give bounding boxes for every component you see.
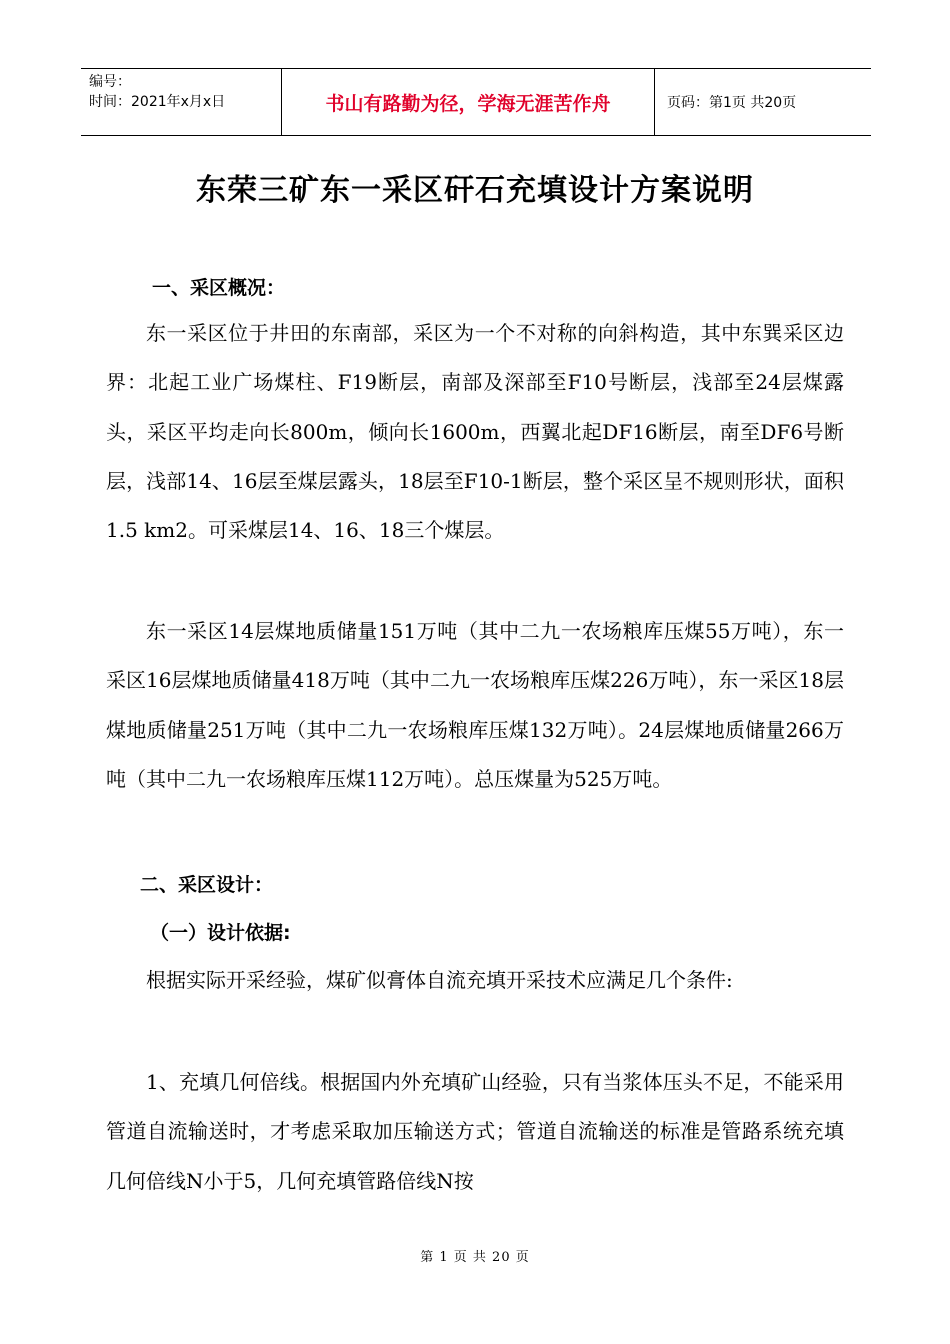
document-date: 时间：2021年x月x日 — [89, 94, 226, 110]
paragraph-overview: 东一采区位于井田的东南部，采区为一个不对称的向斜构造，其中东巽采区边界：北起工业广场煤柱、F19断层，南部及深部至F10号断层，浅部至24层煤露头，采区平均走向长800m，倾向长1600m，西翼北起DF16断层，南至DF6号断层，浅部14、16层至煤层露头，18层至F10-1断层，整个采区呈不规则形状，面积1.5 km2。可采煤层14、16、18三个煤层。 — [106, 321, 844, 543]
section-heading-design: 二、采区设计： — [140, 874, 274, 896]
header-motto: 书山有路勤为径，学海无涯苦作舟 — [282, 69, 655, 135]
document-number-label: 编号： — [89, 74, 131, 90]
paragraph-conditions: 根据实际开采经验，煤矿似膏体自流充填开采技术应满足几个条件: — [146, 968, 733, 992]
paragraph-geometric-ratio: 1、充填几何倍线。根据国内外充填矿山经验，只有当浆体压头不足，不能采用管道自流输送时，才考虑采取加压输送方式；管道自流输送的标准是管路系统充填几何倍线N小于5，几何充填管路倍线N按 — [106, 1070, 844, 1193]
page-header — [81, 68, 871, 136]
header-meta-cell — [81, 69, 282, 135]
document-title: 东荣三矿东一采区矸石充填设计方案说明 — [196, 173, 754, 208]
page-footer: 第 1 页 共 20 页 — [420, 1250, 530, 1265]
paragraph-reserves: 东一采区14层煤地质储量151万吨（其中二九一农场粮库压煤55万吨），东一采区16层煤地质储量418万吨（其中二九一农场粮库压煤226万吨），东一采区18层煤地质储量251万吨（其中二九一农场粮库压煤132万吨）。24层煤地质储量266万吨（其中二九一农场粮库压煤112万吨）。总压煤量为525万吨。 — [106, 619, 844, 791]
header-page-number: 页码：第1页 共20页 — [667, 95, 797, 111]
subsection-heading-basis: （一）设计依据: — [150, 922, 291, 944]
section-heading-overview: 一、采区概况： — [152, 277, 286, 299]
